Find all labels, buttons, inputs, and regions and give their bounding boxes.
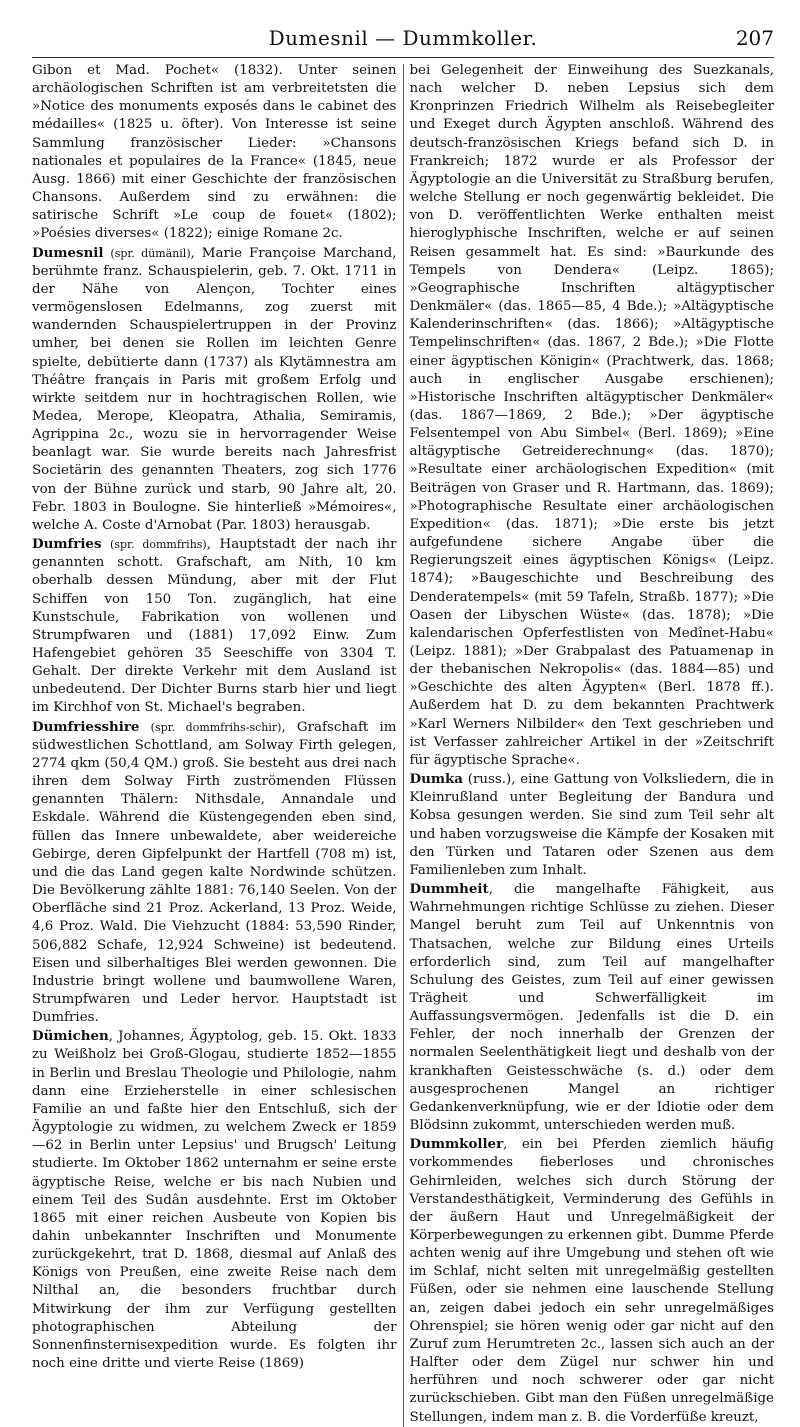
page-number: 207 [735,26,774,50]
entry-continuation-duemichen [409,62,774,770]
entry-text: , Grafschaft im südwestlichen Schottland, am Solway Firth gelegen, 2774 qkm (50,4 QM.) groß. Sie besteht aus drei nach ihren dem Solway Firth zuströmenden Flüssen genannten Thälern: Nithsdale, Annandale und Eskdale. Während die Küstengegenden eben sind, füllen das Innere unbewaldete, aber weidereiche Gebirge, deren Gipfelpunkt der Hartfell (708 m) ist, und die das Land gegen kalte Nordwinde schützen. Die Bevölkerung zählte 1881: 76,140 Seelen. Von der Oberfläche sind 21 Proz. Ackerland, 13 Proz. Weide, 4,6 Proz. Wald. Die Viehzucht (1884: 53,590 Rinder, 506,882 Schafe, 12,924 Schweine) ist bedeutend. Eisen und silberhaltiges Blei werden gewonnen. Die Industrie bringt wollene und baumwollene Waren, Strumpfwaren und Leder hervor. Hauptstadt ist Dumfries. [32,719,397,1026]
entry-headword: Dumfries [32,536,102,553]
page-header [32,24,774,58]
entry-dumka [409,770,774,880]
text-columns [32,62,774,1427]
entry-text: , Hauptstadt der nach ihr genannten schott. Grafschaft, am Nith, 10 km oberhalb dessen Mündung, aber mit der Flut Schiffen von 150 Ton. zugänglich, hat eine Kunstschule, Fabrikation von wollenen und Strumpfwaren und (1881) 17,092 Einw. Zum Hafengebiet gehören 35 Seeschiffe von 3304 T. Gehalt. Der direkte Verkehr mit dem Ausland ist unbedeutend. Der Dichter Burns starb hier und liegt im Kirchhof von St. Michael's begraben. [32,537,397,716]
entry-pronunciation: (spr. dommfrihs) [110,538,207,552]
entry-pronunciation: (spr. dommfrihs-schir) [150,720,282,734]
entry-text: , ein bei Pferden ziemlich häufig vorkommendes fieberloses und chronisches Gehirnleiden, welches sich durch Störung der Verstandesthätigkeit, Verminderung des Gefühls in der äußern Haut und Unregelmäßigkeit der Körperbewegungen zu erkennen gibt. Dumme Pferde achten wenig auf ihre Umgebung und stehen oft wie im Schlaf, nicht selten mit unregelmäßig gestellten Füßen, oder sie nehmen eine lauschende Stellung an, zeigen dabei jedoch ein sehr unregelmäßiges Ohrenspiel; sie hören wenig oder gar nicht auf den Zuruf zum Herumtreten 2c., lassen sich auch an der Halfter oder dem Zügel nur schwer hin und herführen und noch schwerer oder gar nicht zurückschieben. Gibt man den Füßen unregelmäßige Stellungen, indem man z. B. die Vorderfüße kreuzt, [409,1137,774,1425]
entry-duemichen [32,1027,397,1373]
entry-text: , Marie Françoise Marchand, berühmte franz. Schauspielerin, geb. 7. Okt. 1711 in der Nähe von Alençon, Tochter eines vermögenslosen Edelmanns, zog zuerst mit wandernden Schauspielertruppen in der Provinz umher, bei denen sie Rollen im leichten Genre spielte, debütierte dann (1737) als Klytämnestra am Théâtre français in Paris mit großem Erfolg und wirkte seitdem nur in hochtragischen Rollen, wie Medea, Merope, Kleopatra, Athalia, Semiramis, Agrippina 2c., wozu sie in hervorragender Weise beanlagt war. Sie wurde bereits nach Jahresfrist Societärin des genannten Theaters, zog sich 1776 von der Bühne zurück und starb, 90 Jahre alt, 20. Febr. 1803 in Boulogne. Sie hinterließ »Mémoires«, welche A. Coste d'Arnobat (Par. 1803) herausgab. [32,245,397,533]
entry-dummheit [409,880,774,1135]
right-column [403,62,774,1427]
entry-pronunciation: (spr. dümänil) [110,246,191,260]
entry-dummkoller [409,1135,774,1427]
entry-headword: Dumka [409,771,463,788]
entry-text: Gibon et Mad. Pochet« (1832). Unter seinen archäologischen Schriften ist am verbreitetsten die »Notice des monuments exposés dans le cabinet des médailles« (1825 u. öfter). Von Interesse ist seine Sammlung französischer Lieder: »Chansons nationales et populaires de la France« (1845, neue Ausg. 1866) mit einer Geschichte der französischen Chansons. Außerdem sind zu erwähnen: die satirische Schrift »Le coup de fouet« (1802); »Poésies diverses« (1822); einige Romane 2c. [32,63,397,242]
entry-dumfries [32,535,397,718]
entry-text: bei Gelegenheit der Einweihung des Suezkanals, nach welcher D. neben Lepsius sich dem Kronprinzen Friedrich Wilhelm als Reisebegleiter und Exeget durch Ägypten anschloß. Während des deutsch-französischen Kriegs befand sich D. in Frankreich; 1872 wurde er als Professor der Ägyptologie an die Universität zu Straßburg berufen, welche Stellung er noch gegenwärtig bekleidet. Die von D. veröffentlichten Werke enthalten meist hieroglyphische Inschriften, welche er auf seinen Reisen gesammelt hat. Es sind: »Baurkunde des Tempels von Dendera« (Leipz. 1865); »Geographische Inschriften altägyptischer Denkmäler« (das. 1865—85, 4 Bde.); »Altägyptische Kalenderinschriften« (das. 1866); »Altägyptische Tempelinschriften« (das. 1867, 2 Bde.); »Die Flotte einer ägyptischen Königin« (Prachtwerk, das. 1868; auch in englischer Ausgabe erschienen); »Historische Inschriften altägyptischer Denkmäler« (das. 1867—1869, 2 Bde.); »Der ägyptische Felsentempel von Abu Simbel« (Berl. 1869); »Eine altägyptische Getreiderechnung« (das. 1870); »Resultate einer archäologischen Expedition« (mit Beiträgen von Graser und R. Hartmann, das. 1869); »Photographische Resultate einer archäologischen Expedition« (das. 1871); »Die erste bis jetzt aufgefundene sichere Angabe über die Regierungszeit eines ägyptischen Königs« (Leipz. 1874); »Baugeschichte und Beschreibung des Denderatempels« (mit 59 Tafeln, Straßb. 1877); »Die Oasen der Libyschen Wüste« (das. 1878); »Die kalendarischen Opferfestlisten von Medînet-Habu« (Leipz. 1881); »Der Grabpalast des Patuamenap in der thebanischen Nekropolis« (das. 1884—85) und »Geschichte des alten Ägypten« (Berl. 1878 ff.). Außerdem hat D. zu dem bekannten Prachtwerk »Karl Werners Nilbilder« den Text geschrieben und ist Verfasser zahlreicher Artikel in der »Zeitschrift für ägyptische Sprache«. [409,63,774,768]
entry-headword: Dumesnil [32,244,104,261]
entry-text: , die mangelhafte Fähigkeit, aus Wahrnehmungen richtige Schlüsse zu ziehen. Dieser Mangel beruht zum Teil auf Unkenntnis von Thatsachen, welche zur Bildung eines Urteils erforderlich sind, zum Teil auf mangelhafter Schulung des Geistes, zum Teil auf einer gewissen Trägheit und Schwerfälligkeit im Auffassungsvermögen. Jedenfalls ist die D. ein Fehler, der noch innerhalb der Grenzen der normalen Seelenthätigkeit liegt und deshalb von der krankhaften Geistesschwäche (s. d.) oder dem ausgesprochenen Mangel an richtiger Gedankenverknüpfung, wie er der Idiotie oder dem Blödsinn zukommt, unterschieden werden muß. [409,882,774,1134]
entry-headword: Dummkoller [409,1136,504,1153]
entry-headword: Dumfriesshire [32,718,140,735]
entry-dumfriesshire [32,718,397,1028]
running-title: Dumesnil — Dummkoller. [268,26,538,50]
entry-headword: Dummheit [409,881,489,898]
entry-headword: Dümichen [32,1028,109,1045]
left-column [32,62,403,1427]
entry-text: , Johannes, Ägyptolog, geb. 15. Okt. 1833 zu Weißholz bei Groß-Glogau, studierte 1852—1855 in Berlin und Breslau Theologie und Philologie, nahm dann eine Erzieherstelle in einer schlesischen Familie an und faßte hier den Entschluß, sich der Ägyptologie zu widmen, zu welchem Zweck er 1859—62 in Berlin unter Lepsius' und Brugsch' Leitung studierte. Im Oktober 1862 unternahm er seine erste ägyptische Reise, welche er bis nach Nubien und einem Teil des Sudân ausdehnte. Erst im Oktober 1865 mit einer reichen Ausbeute von Kopien bis dahin unbekannter Inschriften und Monumente zurückgekehrt, trat D. 1868, diesmal auf Anlaß des Königs von Preußen, eine zweite Reise nach dem Nilthal an, die besonders fruchtbar durch Mitwirkung der ihm zur Verfügung gestellten photographischen Abteilung der Sonnenfinsternisexpedition wurde. Es folgten ihr noch eine dritte und vierte Reise (1869) [32,1029,397,1372]
header-rule [32,57,774,58]
entry-continuation-gibon [32,62,397,244]
entry-dumesnil [32,244,397,536]
entry-text: (russ.), eine Gattung von Volksliedern, die in Kleinrußland unter Begleitung der Bandura und Kobsa gesungen werden. Sie sind zum Teil sehr alt und haben vorzugsweise die Kämpfe der Kosaken mit den Türken und Tataren oder Szenen aus dem Familienleben zum Inhalt. [409,772,774,878]
